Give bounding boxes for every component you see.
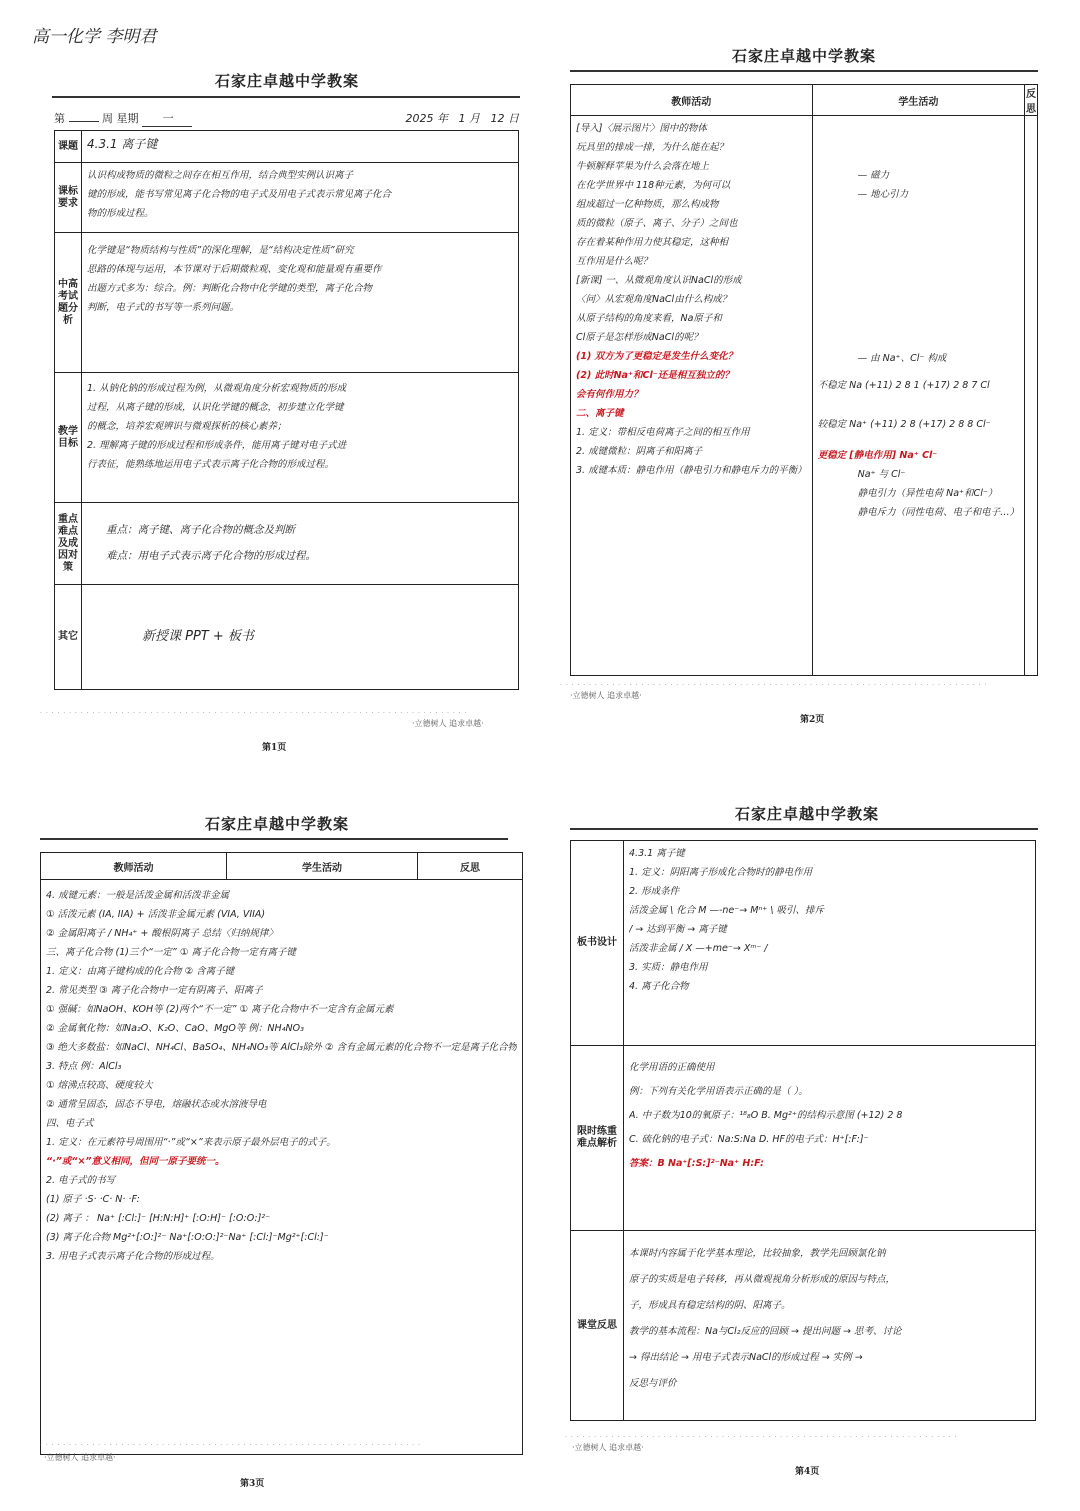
exam-analysis-line: 化学键是“物质结构与性质”的深化理解，是“结构决定性质”研究	[87, 245, 354, 256]
teacher-line: 牛顿解释苹果为什么会落在地上	[576, 161, 710, 172]
teacher-line: 存在着某种作用力使其稳定，这种相	[576, 237, 729, 248]
teacher-line: [导入]〈展示图片〉图中的物体	[576, 123, 707, 134]
row-label-standard: 课标要求	[55, 163, 82, 233]
page3-line: ② 通常呈固态，固态不导电，熔融状态或水溶液导电	[46, 1099, 267, 1110]
goal-line: 过程，从离子键的形成，认识化学键的概念，初步建立化学键	[87, 402, 344, 413]
page1-dotted-line: . . . . . . . . . . . . . . . . . . . . . . . . . . . . . . . . . . . . . . . . . . . . . . . . . . . . . . . . . . . . . . . . . . . . . . . . . .	[40, 708, 468, 715]
student-line: 静电斥力（同性电荷、电子和电子…）	[857, 507, 1020, 518]
teacher-line: 玩具里的排成一排，为什么能在起？	[576, 142, 729, 153]
page1-week-row	[54, 110, 519, 127]
student-line: 不稳定 Na (+11) 2 8 1 (+17) 2 8 7 Cl	[817, 380, 990, 391]
teacher-line: Cl原子是怎样形成NaCl的呢？	[576, 332, 703, 343]
page4-label-reflection: 课堂反思	[571, 1231, 624, 1421]
page4-school-title: 石家庄卓越中学教案	[735, 805, 880, 823]
row-label-key-points: 重点难点及成因对策	[55, 503, 82, 585]
page2-dotted-line: . . . . . . . . . . . . . . . . . . . . . . . . . . . . . . . . . . . . . . . . . . . . . . . . . . . . . . . . . . . . . . . . . . . . . . . . . .	[560, 680, 988, 687]
page3-line: 三、离子化合物 (1)三个“一定” ① 离子化合物一定有离子键	[46, 947, 296, 958]
student-line: — 地心引力	[857, 189, 909, 200]
teacher-line: 〈问〉从宏观角度NaCl由什么构成？	[576, 294, 732, 305]
teacher-line: 2. 成键微粒：阴离子和阳离子	[576, 446, 703, 457]
teacher-line: 从原子结构的角度来看，Na原子和	[576, 313, 722, 324]
practice-line: C. 硫化钠的电子式：Na:S:Na D. HF的电子式：H⁺[:F:]⁻	[629, 1134, 869, 1145]
reflection-line: 反思与评价	[629, 1378, 677, 1389]
board-line: 3. 实质：静电作用	[629, 962, 708, 973]
student-line: 较稳定 Na⁺ (+11) 2 8 (+17) 2 8 8 Cl⁻	[817, 419, 991, 430]
page3-line: (3) 离子化合物 Mg²⁺[:O:]²⁻ Na⁺[:O:O:]²⁻Na⁺ [:Cl:]⁻Mg²⁺[:Cl:]⁻	[46, 1232, 329, 1243]
page3-activity-table	[40, 852, 523, 1455]
student-line: 静电引力（异性电荷 Na⁺和Cl⁻）	[857, 488, 998, 499]
page1-title-rule	[52, 96, 520, 98]
board-line: / → 达到平衡 → 离子键	[629, 924, 727, 935]
exam-analysis-line: 出题方式多为：综合。例：判断化合物中化学键的类型，离子化合物	[87, 283, 373, 294]
teacher-line: 会有何作用力？	[576, 389, 643, 400]
page3-line: 4. 成键元素：一般是活泼金属和活泼非金属	[46, 890, 230, 901]
page2-header-student: 学生活动	[812, 85, 1025, 116]
student-line: — 磁力	[857, 170, 890, 181]
page4-dotted-line: . . . . . . . . . . . . . . . . . . . . . . . . . . . . . . . . . . . . . . . . . . . . . . . . . . . . . . . . . . . . . . . . . . . .	[565, 1432, 958, 1439]
practice-line: 化学用语的正确使用	[629, 1062, 715, 1073]
practice-line: A. 中子数为10的氧原子：¹⁸₈O B. Mg²⁺的结构示意图 (+12) 2 8	[629, 1110, 903, 1121]
goal-line: 行表征，能熟练地运用电子式表示离子化合物的形成过程。	[87, 459, 335, 470]
date-day: 12 日	[490, 112, 519, 125]
page3-line: (2) 离子 ： Na⁺ [:Cl:]⁻ [H:N:H]⁺ [:O:H]⁻ [:O:O:]²⁻	[46, 1213, 271, 1224]
page1-lesson-table	[54, 130, 519, 690]
page3-line: 1. 定义：由离子键构成的化合物 ② 含离子键	[46, 966, 235, 977]
teacher-line: 二、离子键	[576, 408, 624, 419]
page3-motto: ·立德树人 追求卓越·	[44, 1453, 116, 1462]
weekday-value: 一	[142, 110, 192, 127]
board-line: 活泼金属 \ 化合 M —-ne⁻→ Mⁿ⁺ \ 吸引、排斥	[629, 905, 825, 916]
student-line: 更稳定 [静电作用] Na⁺ Cl⁻	[817, 450, 938, 461]
page4-label-practice: 限时练重难点解析	[571, 1046, 624, 1231]
page3-line: 1. 定义：在元素符号周围用“·”或“×”来表示原子最外层电子的式子。	[46, 1137, 336, 1148]
key-point-line: 难点：用电子式表示离子化合物的形成过程。	[106, 550, 316, 562]
page3-header-reflection: 反思	[418, 853, 523, 880]
page3-line: ① 活泼元素 (IA, IIA) + 活泼非金属元素 (VIA, VIIA)	[46, 909, 266, 920]
date-year: 2025 年	[405, 112, 448, 125]
page4-motto: ·立德树人 追求卓越·	[572, 1443, 644, 1452]
exam-analysis-line: 思路的体现与运用，本节课对于后期微粒观、变化观和能量观有重要作	[87, 264, 382, 275]
student-line: Na⁺ 与 Cl⁻	[857, 469, 906, 480]
page3-title-rule	[40, 838, 508, 840]
page1-school-title: 石家庄卓越中学教案	[215, 72, 360, 90]
page2-header-teacher: 教师活动	[571, 85, 813, 116]
week-di: 第	[54, 112, 65, 125]
row-label-topic: 课题	[55, 131, 82, 163]
standard-line: 认识构成物质的微粒之间存在相互作用，结合典型实例认识离子	[87, 170, 354, 181]
student-line: — 由 Na⁺、Cl⁻ 构成	[857, 353, 947, 364]
other-line: 新授课 PPT + 板书	[142, 629, 254, 644]
page2-title-rule	[570, 70, 1038, 72]
reflection-line: 原子的实质是电子转移，再从微观视角分析形成的原因与特点，	[629, 1274, 896, 1285]
reflection-line: → 得出结论 → 用电子式表示NaCl的形成过程 → 实例 →	[629, 1352, 863, 1363]
page3-line: ① 强碱：如NaOH、KOH等 (2)两个“不一定” ① 离子化合物中不一定含有金属元素	[46, 1004, 394, 1015]
board-line: 1. 定义：阴阳离子形成化合物时的静电作用	[629, 867, 813, 878]
page3-line: 2. 电子式的书写	[46, 1175, 116, 1186]
practice-answer-line: 答案：B Na⁺[:S:]²⁻Na⁺ H:F:	[629, 1158, 764, 1169]
teacher-line: 互作用是什么呢？	[576, 256, 653, 267]
page3-dotted-line: . . . . . . . . . . . . . . . . . . . . . . . . . . . . . . . . . . . . . . . . . . . . . . . . . . . . . . . . . . . . . . . . . .	[40, 1440, 421, 1447]
reflection-line: 子，形成具有稳定结构的阴、阳离子。	[629, 1300, 791, 1311]
goal-line: 2. 理解离子键的形成过程和形成条件，能用离子键对电子式进	[87, 440, 347, 451]
teacher-line: 1. 定义：带相反电荷离子之间的相互作用	[576, 427, 750, 438]
page4-label-board-design: 板书设计	[571, 841, 624, 1046]
page3-line: 四、电子式	[46, 1118, 94, 1129]
week-zhou: 周 星期	[102, 112, 139, 125]
practice-line: 例：下列有关化学用语表示正确的是（ ）。	[629, 1086, 808, 1097]
page3-line: ① 熔沸点较高、硬度较大	[46, 1080, 153, 1091]
board-line: 活泼非金属 / X —+me⁻→ Xᵐ⁻ /	[629, 943, 768, 954]
teacher-line: (2) 此时Na⁺和Cl⁻还是相互独立的？	[576, 370, 734, 381]
page3-line: “·”或“×”意义相同，但同一原子要统一。	[46, 1156, 225, 1167]
page4-title-rule	[570, 828, 1038, 830]
handwritten-header-note: 高一化学 李明君	[32, 27, 157, 47]
page3-line: ③ 绝大多数盐：如NaCl、NH₄Cl、BaSO₄、NH₄NO₃等 AlCl₃除外 ② 含有金属元素的化合物不一定是离子化合物	[46, 1042, 517, 1053]
page1-number: 第1页	[262, 743, 287, 753]
page2-activity-table	[570, 84, 1038, 676]
page3-line: 2. 常见类型 ③ 离子化合物中一定有阴离子、阳离子	[46, 985, 263, 996]
page2-header-reflection: 反思	[1025, 85, 1038, 116]
page2-number: 第2页	[800, 715, 825, 725]
key-point-line: 重点：离子键、离子化合物的概念及判断	[106, 524, 295, 536]
board-line: 4.3.1 离子键	[629, 848, 685, 859]
page3-header-teacher: 教师活动	[41, 853, 227, 880]
page3-line: 3. 用电子式表示离子化合物的形成过程。	[46, 1251, 220, 1262]
board-line: 4. 离子化合物	[629, 981, 689, 992]
reflection-line: 教学的基本流程：Na与Cl₂反应的回顾 → 提出问题 → 思考、讨论	[629, 1326, 902, 1337]
row-label-teaching-goals: 教学目标	[55, 373, 82, 503]
page3-line: ② 金属氧化物：如Na₂O、K₂O、CaO、MgO等 例：NH₄NO₃	[46, 1023, 304, 1034]
page3-number: 第3页	[240, 1479, 265, 1489]
teacher-line: 在化学世界中 118种元素，为何可以	[576, 180, 731, 191]
page1-motto: ·立德树人 追求卓越·	[412, 719, 484, 728]
teacher-line: 3. 成键本质：静电作用（静电引力和静电斥力的平衡）	[576, 465, 807, 476]
page3-line: 3. 特点 例：AlCl₃	[46, 1061, 122, 1072]
standard-line: 物的形成过程。	[87, 208, 154, 219]
reflection-line: 本课时内容属于化学基本理论，比较抽象，教学先回顾氯化钠	[629, 1248, 886, 1259]
date-month: 1 月	[458, 112, 480, 125]
teacher-line: 组成超过一亿种物质，那么构成物	[576, 199, 719, 210]
page3-line: ② 金属阳离子 / NH₄⁺ + 酸根阴离子 总结〈归纳规律〉	[46, 928, 278, 939]
teacher-line: 质的微粒（原子、离子、分子）之间也	[576, 218, 738, 229]
page2-school-title: 石家庄卓越中学教案	[732, 47, 877, 65]
page4-number: 第4页	[795, 1467, 820, 1477]
topic-line: 4.3.1 离子键	[87, 137, 158, 151]
goal-line: 的概念，培养宏观辨识与微观探析的核心素养；	[87, 421, 287, 432]
page3-header-student: 学生活动	[227, 853, 418, 880]
row-label-exam-analysis: 中高考试题分析	[55, 233, 82, 373]
row-label-other: 其它	[55, 585, 82, 690]
page4-summary-table	[570, 840, 1036, 1421]
goal-line: 1. 从钠化钠的形成过程为例，从微观角度分析宏观物质的形成	[87, 383, 347, 394]
page2-motto: ·立德树人 追求卓越·	[570, 691, 642, 700]
exam-analysis-line: 判断，电子式的书写等一系列问题。	[87, 302, 240, 313]
standard-line: 键的形成，能书写常见离子化合物的电子式及用电子式表示常见离子化合	[87, 189, 392, 200]
teacher-line: [新课] 一、从微观角度认识NaCl的形成	[576, 275, 742, 286]
page3-school-title: 石家庄卓越中学教案	[205, 815, 350, 833]
page3-line: (1) 原子 ·S· ·C· N· ·F:	[46, 1194, 140, 1205]
board-line: 2. 形成条件	[629, 886, 680, 897]
teacher-line: (1) 双方为了更稳定是发生什么变化？	[576, 351, 738, 362]
